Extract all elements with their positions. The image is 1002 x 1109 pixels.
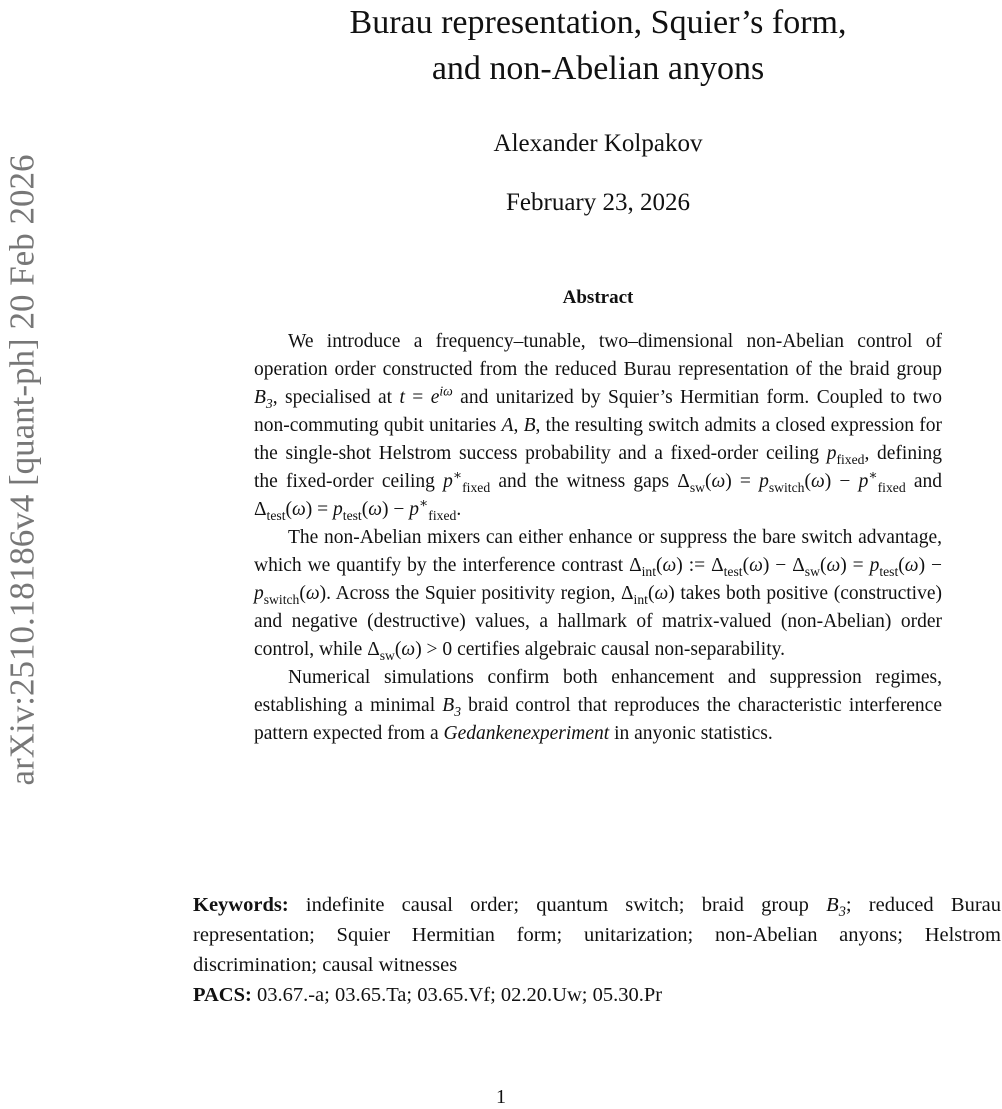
abstract-p2-text-d: certifies algebraic causal non-separability. xyxy=(452,639,785,660)
title-line-1: Burau representation, Squier’s form, xyxy=(349,4,847,41)
abstract-p1-text-f: and the witness gaps xyxy=(490,471,678,492)
abstract-p3-text-b: braid control that reproduces the characteristic interference pattern expected from a xyxy=(254,695,942,744)
title-line-2: and non-Abelian anyons xyxy=(431,50,765,87)
abstract-p1-text-e: , defining the fixed-order ceiling xyxy=(254,443,943,492)
abstract-p3-gedanken: Gedankenexperiment xyxy=(443,723,610,744)
abstract-p1-text-a: We introduce a frequency–tunable, two–dimensional non-Abelian control of operation order constructed from the reduced Burau representation of the braid group xyxy=(254,331,942,380)
math-delta-int-def: $\Delta_{int}(\omega)$ := $\Delta_{test}(\omega) - \Delta_{sw}(\omega) = p_{test}(\omega) - p_{switch}(\omega)$ xyxy=(254,555,942,607)
abstract-p2-text-c: takes both positive (constructive) and negative (destructive) values, a hallmark of matrix-valued (non-Abelian) order control, while xyxy=(254,583,942,660)
abstract-p1-text-b: , specialised at xyxy=(272,387,400,408)
abstract-p3-text-d: in anyonic statistics. xyxy=(609,723,773,744)
keywords-label: Keywords: xyxy=(193,894,289,916)
keywords-line xyxy=(193,890,1001,980)
abstract-heading: Abstract xyxy=(562,287,634,308)
paper-date: February 23, 2026 xyxy=(506,189,690,216)
abstract-body xyxy=(254,328,942,748)
math-t-equals-exp: t xyxy=(399,387,405,408)
math-p-fixed-star: p xyxy=(443,471,453,492)
keywords-text-b: ; reduced Burau representation; Squier Hermitian form; unitarization; non-Abelian anyons; Helstrom discrimination; causal witnesses xyxy=(193,894,1001,976)
math-delta-test-eq: $\Delta_{test}(\omega) = p_{test}(\omega) - p^∗_{fixed}$. xyxy=(254,495,462,523)
abstract-p1-text-g: and xyxy=(905,471,942,492)
abstract-p2-text-b: . Across the Squier positivity region, xyxy=(326,583,621,604)
math-B3-p3: $B_3$ xyxy=(442,695,462,719)
author-name: Alexander Kolpakov xyxy=(493,130,703,157)
abstract-p1-text-d: , the resulting switch admits a closed expression for the single-shot Helstrom success probability and a fixed-order ceiling xyxy=(254,415,942,464)
abstract-paragraph-3 xyxy=(254,664,942,748)
arxiv-identifier-sidebar xyxy=(4,80,40,860)
paper-title xyxy=(195,0,1001,92)
pacs-codes: 03.67.-a; 03.65.Ta; 03.65.Vf; 02.20.Uw; 05.30.Pr xyxy=(251,984,663,1006)
abstract-paragraph-1: We introduce a frequency–tunable, two–dimensional non-Abelian control of operation order constructed from the reduced Burau representation of the braid group $B_3$, specialised at $t = e^{i\omega}$ and unitarized by Squier’s Hermitian form. Coupled to two non-commuting qubit unitaries A, B, the resulting switch admits a closed expression for the single-shot Helstrom success probability and a fixed-order ceiling $p_{fixed}$, defining the fixed-order ceiling $p^∗_{fixed}$ and the witness gaps $\Delta_{sw}(\omega) = p_{switch}(\omega) - p^∗_{fixed}$ and $\Delta_{test}(\omega) = p_{test}(\omega) - p^∗_{fixed}$. xyxy=(254,331,943,523)
arxiv-identifier: arXiv:2510.18186v4 [quant-ph] 20 Feb 2026 xyxy=(2,154,42,786)
abstract-p3-text-a: Numerical simulations confirm both enhancement and suppression regimes, establishing a minimal xyxy=(254,667,942,716)
math-B3: $B_3$ xyxy=(254,387,273,411)
paper-metadata xyxy=(193,890,1001,1010)
abstract-p2-text-a: The non-Abelian mixers can either enhance or suppress the bare switch advantage, which we quantify by the interference contrast xyxy=(254,527,942,576)
math-p-fixed: p xyxy=(826,443,837,464)
abstract-p1-text-c: and unitarized by Squier’s Hermitian form. Coupled to two non-commuting qubit unitaries xyxy=(254,387,943,436)
abstract-paragraph-2 xyxy=(254,524,942,664)
math-delta-int: $\Delta_{int}(\omega)$ xyxy=(620,583,675,607)
keywords-text-a: indefinite causal order; quantum switch; braid group xyxy=(288,894,827,916)
math-A-B: A xyxy=(501,415,514,436)
math-delta-sw-positive: $\Delta_{sw}(\omega) > 0$ xyxy=(367,639,453,663)
pacs-label: PACS: xyxy=(193,984,252,1006)
math-B3-keywords: $B_3$ xyxy=(826,894,846,921)
math-delta-sw-eq: $\Delta_{sw}(\omega) = p_{switch}(\omega) - p^∗_{fixed}$ xyxy=(677,467,906,495)
pacs-line xyxy=(193,980,1001,1010)
page-number: 1 xyxy=(496,1086,506,1108)
